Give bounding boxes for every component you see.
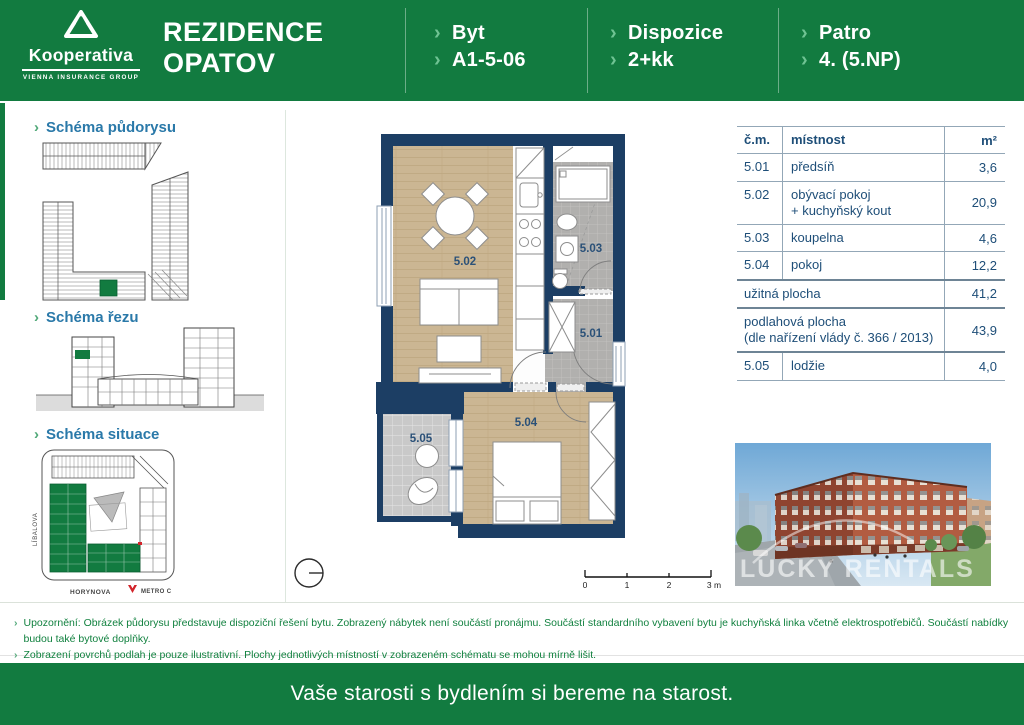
stove	[516, 214, 544, 254]
chevron-icon: ›	[14, 617, 18, 629]
street-label-libalova: LÍBALOVA	[33, 512, 39, 546]
room-area: 12,2	[944, 252, 1005, 278]
disclaimer-text1: Upozornění: Obrázek půdorysu představuje dispoziční řešení bytu. Zobrazený nábytek není součástí pronájmu. Součástí standardního vybavení bytu je kuchyňská linka včetně elektrospotřebičů. Součástí nabídky budou také bytové doplňky.	[23, 617, 1009, 645]
room-label-505: 5.05	[409, 433, 433, 445]
disclaimer	[14, 615, 1010, 663]
header-divider	[405, 8, 406, 93]
room-name: lodžie	[791, 358, 825, 374]
apartment-floorplan	[373, 126, 627, 540]
schema-rez-label: Schéma řezu	[46, 309, 139, 326]
brand-name: Kooperativa	[28, 45, 134, 65]
left-accent-stripe	[0, 103, 5, 300]
dispozice-value: 2+kk	[628, 49, 674, 71]
project-title-line2: OPATOV	[163, 48, 276, 78]
schema-pudorys-title	[34, 119, 176, 136]
footer-bar	[0, 663, 1024, 725]
room-num: 5.04	[737, 252, 783, 278]
street-label-horynova: HORYNOVA	[70, 589, 111, 596]
chevron-icon: ›	[610, 22, 617, 44]
room-name-line2: + kuchyňský kout	[791, 202, 892, 218]
header-m2: m²	[944, 127, 1005, 153]
sidebar-separator	[285, 110, 286, 602]
room-label-502: 5.02	[453, 256, 477, 268]
washbasin	[557, 214, 577, 230]
disclaimer-text2: Zobrazení povrchů podlah je pouze ilustrativní. Plochy jednotlivých místností v zobrazeném schématu se mohou mírně lišit.	[23, 649, 597, 661]
chevron-icon: ›	[14, 649, 18, 661]
project-title-line1: REZIDENCE	[163, 17, 324, 47]
chevron-icon: ›	[434, 22, 441, 44]
chevron-icon: ›	[801, 22, 808, 44]
tv-bench	[419, 368, 501, 383]
summary-area: 41,2	[944, 281, 1005, 307]
scale-tick-3m: 3 m	[706, 580, 722, 590]
chevron-icon: ›	[34, 426, 39, 443]
summary-area: 43,9	[944, 309, 1005, 352]
schema-situace-drawing	[28, 446, 192, 600]
table-row	[737, 252, 1005, 280]
room-name: koupelna	[791, 230, 844, 245]
table-summary-row	[737, 309, 1005, 354]
chevron-icon: ›	[34, 309, 39, 326]
schema-pudorys-drawing	[40, 140, 190, 302]
schema-pudorys-label: Schéma půdorysu	[46, 119, 177, 136]
summary-label-line1: podlahová plocha	[744, 313, 846, 329]
highlighted-building	[88, 544, 140, 572]
header-section-dispozice	[610, 22, 723, 76]
header-cm: č.m.	[737, 127, 783, 153]
coffee-table	[437, 336, 481, 362]
byt-value: A1-5-06	[452, 49, 526, 71]
brand-group: VIENNA INSURANCE GROUP	[22, 73, 140, 81]
project-title	[163, 17, 324, 79]
building-photo	[735, 443, 991, 586]
kitchen-counter	[516, 254, 544, 350]
header-section-byt	[434, 22, 526, 76]
metro-icon	[128, 585, 137, 593]
header-mistnost: místnost	[791, 132, 846, 147]
table-row	[737, 353, 1005, 380]
room-name-line1: obývací pokoj	[791, 186, 871, 202]
dining-table	[436, 197, 474, 235]
patro-label: Patro	[819, 22, 872, 44]
room-num: 5.05	[737, 353, 783, 379]
dispozice-label: Dispozice	[628, 22, 724, 44]
schema-rez-drawing	[36, 327, 264, 415]
room-name: pokoj	[791, 257, 823, 273]
room-num: 5.02	[737, 182, 783, 225]
table-header-row	[737, 127, 1005, 154]
header-bar	[0, 0, 1024, 101]
disclaimer-line1	[14, 615, 1010, 647]
loggia-chair	[416, 445, 439, 468]
room-area-table	[737, 126, 1005, 381]
table-row	[737, 225, 1005, 252]
room-name	[783, 182, 944, 225]
room-num: 5.03	[737, 225, 783, 251]
room-area: 3,6	[944, 154, 1005, 180]
patro-value: 4. (5.NP)	[819, 49, 901, 71]
room-name: předsíň	[791, 159, 835, 175]
schema-situace-title	[34, 426, 159, 443]
header-section-patro	[801, 22, 901, 76]
chevron-icon: ›	[801, 49, 808, 71]
logo-rule	[22, 69, 140, 71]
scale-tick-0: 0	[582, 580, 588, 590]
window	[377, 206, 391, 306]
schema-rez-title	[34, 309, 139, 326]
scale-tick-2: 2	[666, 580, 672, 590]
chevron-icon: ›	[610, 49, 617, 71]
kooperativa-triangle-icon	[61, 10, 101, 38]
summary-label: užitná plocha	[744, 285, 821, 301]
footer-tagline: Vaše starosti s bydlením si bereme na starost.	[290, 682, 734, 705]
highlighted-unit	[75, 350, 90, 359]
room-label-503: 5.03	[579, 243, 603, 255]
room-area: 4,0	[944, 353, 1005, 379]
header-divider	[587, 8, 588, 93]
watermark-text: LUCKY RENTALS	[740, 555, 975, 583]
north-indicator-icon	[291, 554, 331, 594]
content-bottom-separator	[0, 602, 1024, 603]
table-summary-row	[737, 281, 1005, 309]
entry-door-opening	[613, 342, 625, 386]
room-label-504: 5.04	[514, 417, 538, 429]
highlighted-unit	[100, 280, 117, 296]
chevron-icon: ›	[34, 119, 39, 136]
table-row	[737, 182, 1005, 226]
summary-label-line2: (dle nařízení vlády č. 366 / 2013)	[744, 330, 934, 345]
room-num: 5.01	[737, 154, 783, 180]
scale-bar	[578, 566, 726, 594]
room-area: 20,9	[944, 182, 1005, 225]
summary-label	[737, 309, 944, 352]
schema-situace-label: Schéma situace	[46, 426, 160, 443]
metro-label: METRO C	[141, 589, 172, 595]
scale-tick-1: 1	[624, 580, 630, 590]
room-label-501: 5.01	[579, 328, 603, 340]
table-row	[737, 154, 1005, 181]
header-divider	[778, 8, 779, 93]
chevron-icon: ›	[434, 49, 441, 71]
room-area: 4,6	[944, 225, 1005, 251]
byt-label: Byt	[452, 22, 485, 44]
disclaimer-line2	[14, 647, 1010, 663]
kooperativa-logo	[22, 10, 140, 81]
